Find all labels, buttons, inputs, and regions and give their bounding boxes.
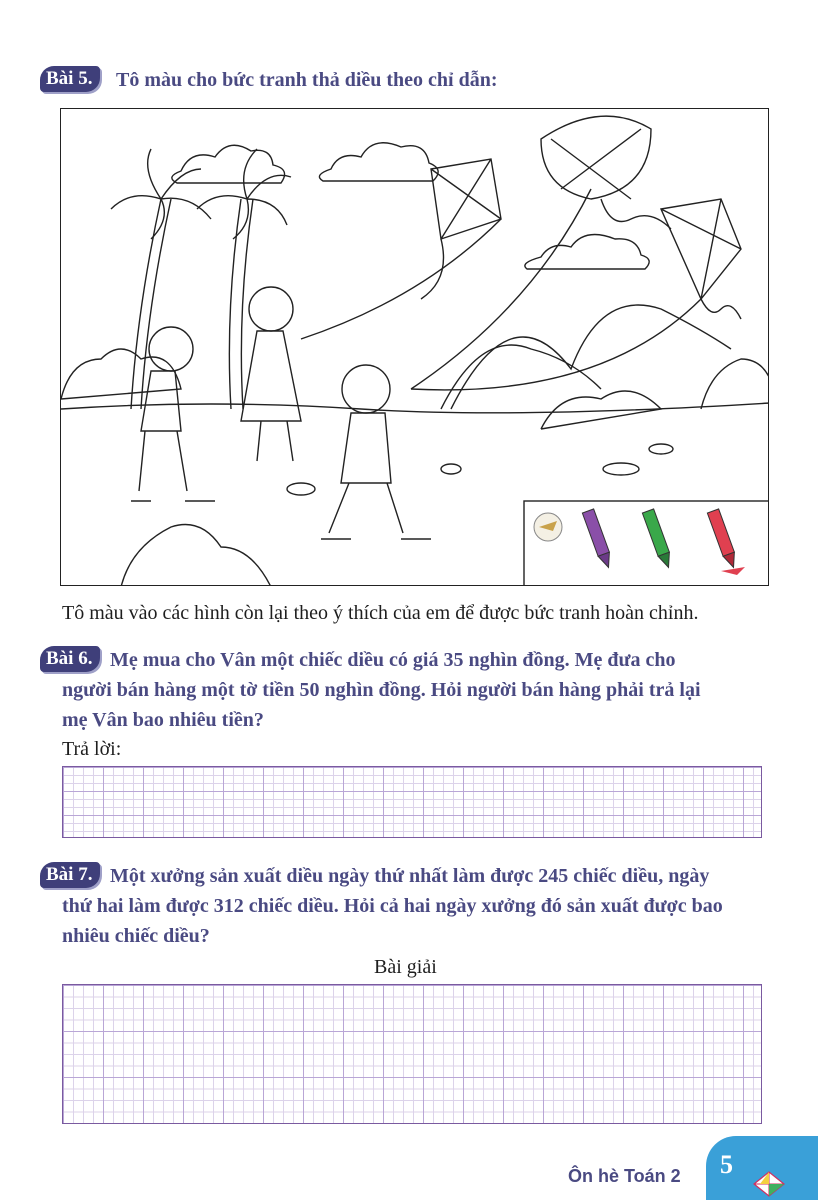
bai7-solution-label: Bài giải: [374, 956, 437, 978]
bai7-line1: Một xưởng sản xuất diều ngày thứ nhất làm được 245 chiếc diều, ngày: [110, 865, 710, 887]
cloud-right: [525, 235, 649, 270]
bush-bottom: [121, 525, 271, 587]
bai5-badge: Bài 5.: [40, 66, 100, 92]
child-boy: [321, 365, 431, 539]
child-cap: [131, 327, 215, 501]
bai7-badge: Bài 7.: [40, 862, 100, 888]
book-title: Ôn hè Toán 2: [568, 1166, 681, 1186]
bai6-line1: Mẹ mua cho Vân một chiếc diều có giá 35 nghìn đồng. Mẹ đưa cho: [110, 649, 676, 671]
bai5-note: Tô màu vào các hình còn lại theo ý thích của em để được bức tranh hoàn chỉnh.: [62, 602, 699, 624]
bai6-answer-label: Trả lời:: [62, 738, 122, 760]
kite-scene-drawing: [61, 109, 769, 586]
kite-2: [541, 116, 651, 199]
kite-coloring-picture: [60, 108, 769, 586]
palm-tree-2: [229, 199, 241, 409]
bai7-solution-grid[interactable]: [62, 984, 762, 1124]
kite-icon: [752, 1170, 786, 1198]
bai7-line3: nhiêu chiếc diều?: [62, 925, 210, 947]
bai5-title: Tô màu cho bức tranh thả diều theo chỉ dẫn:: [116, 69, 498, 91]
kite-1: [431, 159, 501, 239]
bai6-line3: mẹ Vân bao nhiêu tiền?: [62, 709, 264, 731]
page-number: 5: [720, 1150, 733, 1179]
child-girl: [241, 287, 301, 461]
bai7-line2: thứ hai làm được 312 chiếc diều. Hỏi cả hai ngày xưởng đó sản xuất được bao: [62, 895, 723, 917]
cloud-middle: [319, 143, 438, 181]
color-legend-box: [524, 501, 769, 586]
bush-left: [61, 349, 181, 399]
ground-line: [61, 403, 769, 413]
hill-line: [451, 305, 731, 409]
rock: [287, 483, 315, 495]
bai6-line2: người bán hàng một tờ tiền 50 nghìn đồng. Hỏi người bán hàng phải trả lại: [62, 679, 701, 701]
cloud-left: [172, 145, 285, 183]
kite-string: [301, 219, 501, 339]
bai6-badge: Bài 6.: [40, 646, 100, 672]
palm-tree-1: [131, 199, 161, 409]
bai6-answer-grid[interactable]: [62, 766, 762, 838]
kite-3: [661, 199, 741, 299]
